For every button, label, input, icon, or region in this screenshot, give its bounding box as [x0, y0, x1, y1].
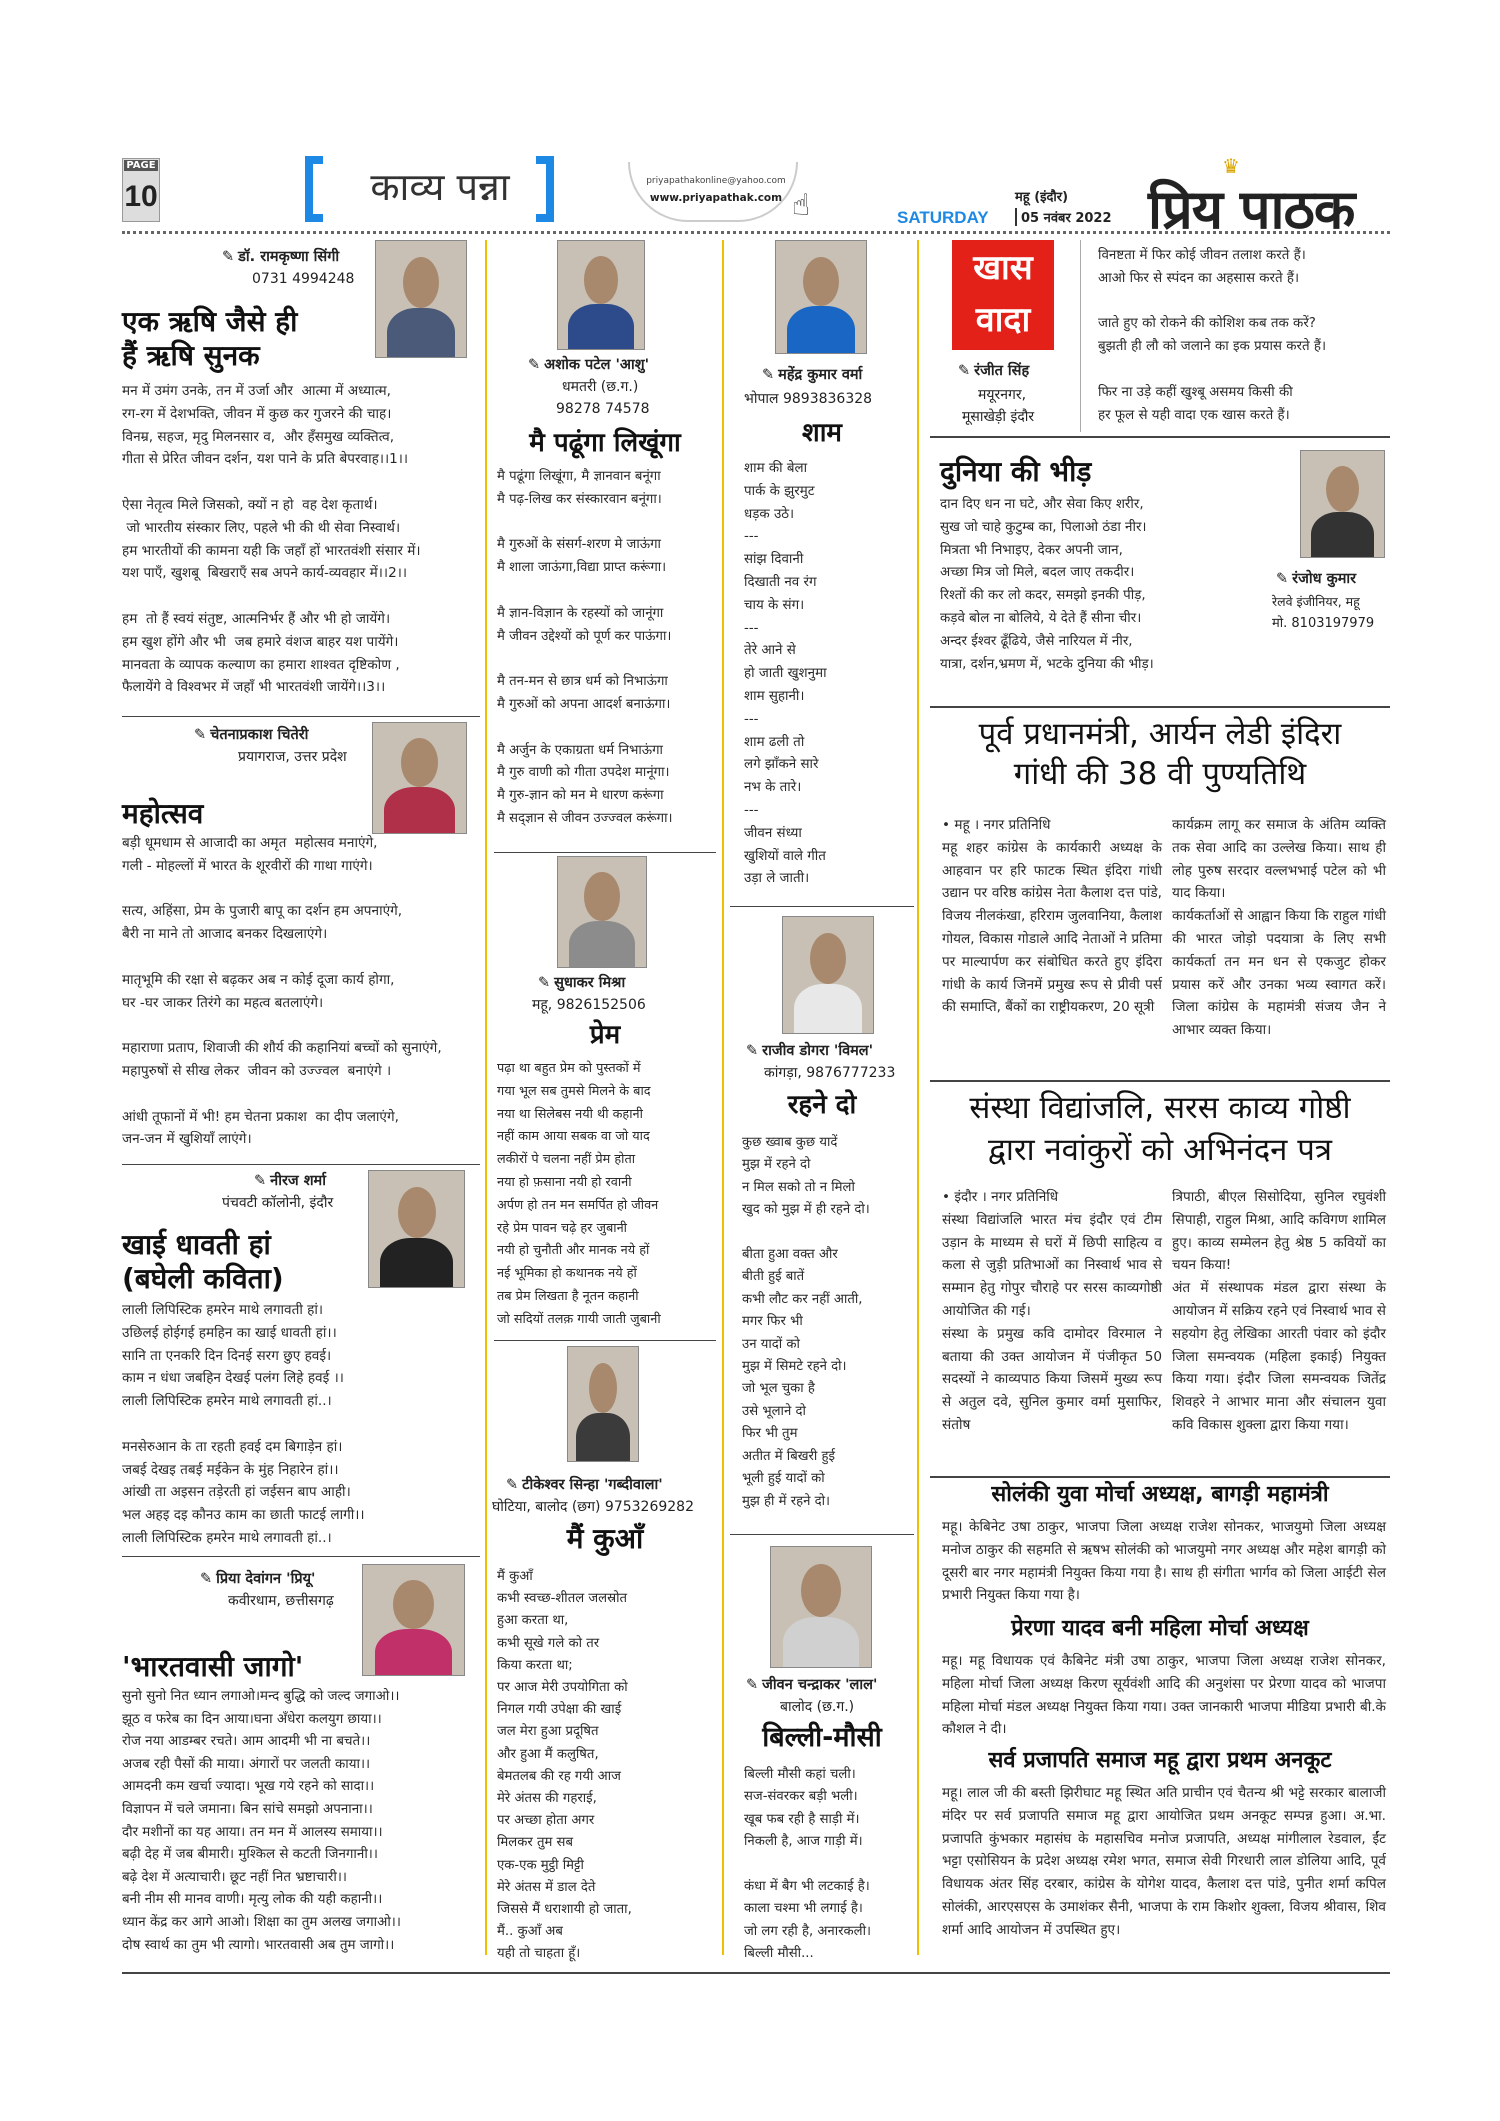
poem-body: सुनो सुनो नित ध्यान लगाओ।मन्द बुद्धि को जल्द जगाओ।। झूठ व फरेब का दिन आया।घना अँधेरा कलयुग छाया।। रोज नया आडम्बर रचते। आम आदमी भी ना बचते।। अजब रही पैसों की माया। अंगारों पर जलती काया।। आमदनी कम खर्चा ज्यादा। भूख गये रहने को सादा।। विज्ञापन में चले जमाना। बिन सांचे समझो अपनाना।। दौर मशीनों का यह आया। तन मन में आलस्य समाया।। बढ़ी देह में जब बीमारी। मुश्किल से कटती जिनगानी।। बढ़े देश में अत्याचारी। छूट नहीं नित भ्रष्टाचारी।। बनी नीम सी मानव वाणी। मृत्यु लोक की यही कहानी।। ध्यान केंद्र कर आगे आओ। शिक्षा का तुम अलख जगाओ।। दोष स्वार्थ का तुम भी त्यागो। भारतवासी अब तुम जागो।।: [122, 1689, 401, 1953]
issue-place: महू (इंदौर): [1015, 190, 1069, 205]
poem-body: पढ़ा था बहुत प्रेम को पुस्तकों में गया भूल सब तुमसे मिलने के बाद नया था सिलेबस नयी थी कहानी नहीं काम आया सबक वा जो याद लकीरों पे चलना नहीं प्रेम होता नया हो फ़साना नयी हो रवानी अर्पण हो तन मन समर्पित हो जीवन रहे प्रेम पावन चढ़े हर जुबानी नयी हो चुनौती और मानक नये हों नई भूमिका हो कथानक नये हों तब प्रेम लिखता है नूतन कहानी जो सदियों तलक़ गायी जाती जुबानी: [497, 1061, 661, 1327]
poem-body: मै पढूंगा लिखूंगा, मै ज्ञानवान बनूंगा मै पढ़-लिख कर संस्कारवान बनूंगा। मै गुरुओं के संसर्ग-शरण मे जाऊंगा मै शाला जाऊंगा,विद्या प्राप्त करूंगा। मै ज्ञान-विज्ञान के रहस्यों को जानूंगा मै जीवन उद्देश्यों को पूर्ण कर पाऊंगा। मै तन-मन से छात्र धर्म को निभाऊंगा मै गुरुओं को अपना आदर्श बनाऊंगा। मै अर्जुन के एकाग्रता धर्म निभाऊंगा मै गुरु वाणी को गीता उपदेश मानूंगा। मै गुरु-ज्ञान को मन मे धारण करूंगा मै सद्ज्ञान से जीवन उज्ज्वल करूंगा।: [497, 469, 673, 826]
poem-divider: [122, 1556, 480, 1557]
poet-phone: 98278 74578: [556, 401, 650, 417]
article-text: महू। केबिनेट उषा ठाकुर, भाजपा जिला अध्यक्ष राजेश सोनकर, भाजयुमो जिला अध्यक्ष मनोज ठाकुर की सहमति से ऋषभ सोलंकी को भाजयुमो नगर अध्यक्ष और महेश बागड़ी को दूसरी बार नगर महामंत्री नियुक्त किया गया है। साथ ही संगीता भार्गव को जिला आईटी सेल प्रभारी नियुक्त किया गया है।: [942, 1519, 1386, 1604]
article-headline: सोलंकी युवा मोर्चा अध्यक्ष, बागड़ी महामंत्री: [991, 1482, 1329, 1507]
poet-name: ✎ प्रिया देवांगन 'प्रियू': [200, 1571, 316, 1587]
poet-place: पंचवटी कॉलोनी, इंदौर: [222, 1195, 334, 1211]
article-headline: संस्था विद्यांजलि, सरस काव्य गोष्ठी: [969, 1090, 1351, 1126]
pointer-hand-icon: ☝: [792, 188, 811, 223]
column-separator: [917, 240, 919, 1955]
poem-body: बिल्ली मौसी कहां चली। सज-संवरकर बड़ी भली। खूब फब रही है साड़ी में। निकली है, आज गाड़ी में। कंधा में बैग भी लटकाई है। काला चश्मा भी लगाई है। जो लग रही है, अनारकली। बिल्ली मौसी...: [744, 1767, 872, 1962]
page-number: 10: [124, 180, 158, 213]
pen-icon: ✎: [222, 249, 235, 265]
poem-divider: [122, 716, 480, 717]
column-separator: [1080, 240, 1081, 432]
poet-photo: [775, 240, 867, 354]
poem-body: कुछ ख्वाब कुछ यादें मुझ में रहने दो न मिल सको तो न मिलो खुद को मुझ में ही रहने दो। बीता हुआ वक्त और बीती हुई बातें कभी लौट कर नहीं आती, मगर फिर भी उन यादों को मुझ में सिमटे रहने दो। जो भूल चुका है उसे भूलाने दो फिर भी तुम अतीत में बिखरी हुई भूली हुई यादों को मुझ ही में रहने दो।: [742, 1135, 870, 1509]
masthead-crown-icon: ♛: [1222, 154, 1240, 178]
pen-icon: ✎: [194, 727, 207, 743]
poem-title: मै पढूंगा लिखूंगा: [529, 428, 681, 458]
poet-place: कवीरधाम, छत्तीसगढ़: [228, 1593, 334, 1609]
poet-phone: भोपाल 9893836328: [744, 391, 873, 407]
article-headline: सर्व प्रजापति समाज महू द्वारा प्रथम अनकूट: [988, 1748, 1332, 1773]
pen-icon: ✎: [762, 367, 775, 383]
poet-place: प्रयागराज, उत्तर प्रदेश: [238, 749, 347, 765]
poem-title: दुनिया की भीड़: [940, 455, 1092, 488]
poet-photo: [368, 1170, 465, 1288]
poem-divider: [122, 1164, 480, 1165]
poet-name: ✎ अशोक पटेल 'आशु': [528, 357, 650, 373]
poet-place: रेलवे इंजीनियर, महू: [1272, 594, 1360, 609]
poet-phone: कांगड़ा, 9876777233: [764, 1065, 896, 1081]
article-divider: [930, 706, 1390, 708]
poet-name: ✎ रंजोध कुमार: [1276, 571, 1357, 587]
article-headline: प्रेरणा यादव बनी महिला मोर्चा अध्यक्ष: [1011, 1616, 1309, 1641]
poet-place: धमतरी (छ.ग.): [562, 379, 639, 395]
poem-title: रहने दो: [787, 1090, 857, 1120]
poem-divider: [730, 1534, 914, 1535]
poem-body: लाली लिपिस्टिक हमरेन माथे लगावती हां। उछिलई होईगई हमहिन का खाई धावती हां।। सानि ता एनकरि दिन दिनई सरग छुए हवई। काम न धंधा जबहिन देखई पलंग लिहे हवई ।। लाली लिपिस्टिक हमरेन माथे लगावती हां..। मनसेरुआन के ता रहती हवई दम बिगाड़ेन हां। जबई देखइ तबई मईकेन के मुंह निहारेन हां।। आंखी ता अइसन तड़ेरती हां जईसन बाप आही। भल अहइ दइ कौनउ काम का छाती फाटई लागी।। लाली लिपिस्टिक हमरेन माथे लगावती हां..।: [122, 1302, 365, 1546]
issue-day: SATURDAY: [897, 208, 989, 227]
vada-label: वादा: [975, 300, 1031, 340]
pen-icon: ✎: [254, 1173, 267, 1189]
page-label: PAGE: [124, 160, 158, 171]
poet-place: घोटिया, बालोद (छग) 9753269282: [492, 1499, 694, 1515]
masthead-logo: प्रिय पाठक: [1148, 178, 1355, 241]
poem-divider: [730, 906, 914, 907]
poem-divider: [494, 1340, 716, 1341]
poet-name: ✎ चेतनाप्रकाश चितेरी: [194, 727, 309, 743]
poem-body: शाम की बेला पार्क के झुरमुट धड़क उठे। --- सांझ दिवानी दिखाती नव रंग चाय के संग। --- तेरे आने से हो जाती खुशनुमा शाम सुहानी। --- शाम ढली तो लगे झाँकने सारे नभ के तारे। --- जीवन संध्या खुशियों वाले गीत उड़ा ले जाती।: [744, 461, 827, 887]
pen-icon: ✎: [528, 357, 541, 373]
footer-rule: [122, 1972, 1390, 1974]
contact-email[interactable]: priyapathakonline@yahoo.com: [646, 176, 786, 186]
poet-photo: [567, 1346, 639, 1462]
article-divider: [930, 1080, 1390, 1082]
poet-photo: [782, 916, 874, 1034]
poet-name: ✎ डॉ. रामकृष्णा सिंगी: [222, 249, 340, 265]
header-divider: [122, 231, 1390, 234]
article-headline: पूर्व प्रधानमंत्री, आर्यन लेडी इंदिरा: [978, 716, 1342, 752]
issue-date: 05 नवंबर 2022: [1015, 208, 1112, 226]
poem-body: दान दिए धन ना घटे, और सेवा किए शरीर, सुख जो चाहे कुटुम्ब का, पिलाओ ठंडा नीर। मित्रता भी निभाइए, देकर अपनी जान, अच्छा मित्र जो मिले, बदल जाए तकदीर। रिश्तों की कर लो कदर, समझो इनकी पीड़, कड़वे बोल ना बोलिये, ये देते हैं सीना चीर। अन्दर ईश्वर ढूँढिये, जैसे नारियल में नीर, यात्रा, दर्शन,भ्रमण में, भटके दुनिया की भीड़।: [940, 497, 1154, 672]
poet-phone: महू, 9826152506: [532, 997, 646, 1013]
pen-icon: ✎: [200, 1571, 213, 1587]
poem-body: मन में उमंग उनके, तन में उर्जा और आत्मा में अध्यात्म, रग-रग में देशभक्ति, जीवन में कुछ कर गुजरने की चाह। विनम्र, सहज, मृदु मिलनसार व, और हँसमुख व्यक्तित्व, गीता से प्रेरित जीवन दर्शन, यश पाने के प्रति बेपरवाह।।1।। ऐसा नेतृत्व मिले जिसको, क्यों न हो वह देश कृतार्थ। जो भारतीय संस्कार लिए, पहले भी की थी सेवा निस्वार्थ। हम भारतीयों की कामना यही कि जहाँ हों भारतवंशी संसार में। यश पाएँ, खुशबू बिखराएँ सब अपने कार्य-व्यवहार में।।2।। हम तो हैं स्वयं संतुष्ट, आत्मनिर्भर हैं और भी हो जायेंगे। हम खुश होंगे और भी जब हमारे वंशज बाहर यश पायेंगे। मानवता के व्यापक कल्याण का हमारा शाश्वत दृष्टिकोण , फैलायेंगे वे विश्वभर में जहाँ भी भारतवंशी जायेंगे।।3।।: [122, 383, 421, 696]
poem-title: एक ऋषि जैसे ही: [122, 305, 298, 338]
article-text: कार्यक्रम लागू कर समाज के अंतिम व्यक्ति तक सेवा आदि का उल्लेख किया। साथ ही लोह पुरुष सरदार वल्लभभाई पटेल को भी याद किया। कार्यकर्ताओं से आह्वान किया कि राहुल गांधी की भारत जोड़ो पदयात्रा के लिए सभी कार्यकर्ता तन मन धन से एकजुट होकर प्रयास करें और उनका भव्य स्वागत करें। जिला कांग्रेस के महामंत्री संजय जैन ने आभार व्यक्त किया।: [1172, 817, 1386, 1039]
poem-body: विनष्टता में फिर कोई जीवन तलाश करते हैं। आओ फिर से स्पंदन का अहसास करते हैं। जाते हुए को रोकने की कोशिश कब तक करें? बुझती ही लौ को जलाने का इक प्रयास करते हैं। फिर ना उड़े कहीं खुश्बू असमय किसी की हर फूल से यही वादा एक खास करते हैं।: [1098, 248, 1327, 423]
section-bracket-right: [536, 156, 554, 222]
article-divider: [930, 1476, 1390, 1478]
pen-icon: ✎: [746, 1677, 759, 1693]
poem-title: (बघेली कविता): [122, 1262, 284, 1295]
poet-name: ✎ राजीव डोगरा 'विमल': [746, 1043, 874, 1059]
poet-photo: [770, 1546, 872, 1668]
poet-name: ✎ रंजीत सिंह: [958, 363, 1030, 379]
poet-name: ✎ नीरज शर्मा: [254, 1173, 326, 1189]
khas-label: खास: [973, 248, 1033, 288]
poet-name: ✎ सुधाकर मिश्रा: [538, 975, 626, 991]
section-bracket-left: [305, 156, 323, 222]
poet-place: बालोद (छ.ग.): [780, 1699, 855, 1715]
poet-phone: 0731 4994248: [252, 271, 355, 287]
poem-title: हैं ऋषि सुनक: [122, 339, 260, 372]
article-text: • महू । नगर प्रतिनिधि महू शहर कांग्रेस के कार्यकारी अध्यक्ष के आहवान पर हरि फाटक स्थित इंदिरा गांधी उद्यान पर वरिष्ठ कांग्रेस नेता कैलाश दत्त पांडे, विजय नीलकंखा, हरिराम जुलवानिया, कैलाश गोयल, विकास गोडाले आदि नेताओं ने प्रतिमा पर माल्यार्पण कर संबोधित करते हुए इंदिरा गांधी के कार्य जिनमें प्रमुख रूप से प्रीवी पर्स की समाप्ति, बैंकों का राष्ट्रीयकरण, 20 सूत्री: [942, 817, 1162, 1016]
poem-title: खाई धावती हां: [122, 1228, 271, 1261]
section-title: काव्य पन्ना: [370, 165, 510, 209]
pen-icon: ✎: [506, 1477, 519, 1493]
poem-title: प्रेम: [589, 1020, 621, 1050]
poet-photo: [1300, 450, 1385, 558]
article-divider: [930, 436, 1390, 438]
column-separator: [722, 240, 724, 1955]
article-text: • इंदौर । नगर प्रतिनिधि संस्था विद्यांजलि भारत मंच इंदौर एवं टीम उड़ान के माध्यम से घरों में छिपी साहित्य व कला से जुड़ी प्रतिभाओं का निस्वार्थ भाव से सम्मान हेतु गोपुर चौराहे पर सरस काव्यगोष्ठी आयोजित की गई। संस्था के प्रमुख कवि दामोदर विरमाल ने बताया की उक्त आयोजन में पंजीकृत 50 सदस्यों ने काव्यपाठ किया जिसमें मुख्य रूप से अतुल दवे, सुनिल कुमार वर्मा मुसाफिर, संतोष: [942, 1189, 1162, 1433]
pen-icon: ✎: [958, 363, 971, 379]
poet-photo: [557, 240, 645, 350]
poet-photo: [375, 240, 467, 358]
pen-icon: ✎: [1276, 571, 1289, 587]
column-separator: [485, 240, 487, 1955]
poem-title: मैं कुआँ: [566, 1522, 644, 1555]
poem-title: बिल्ली-मौसी: [762, 1722, 882, 1753]
poem-divider: [494, 852, 716, 853]
article-headline: गांधी की 38 वी पुण्यतिथि: [1013, 756, 1307, 792]
poet-place: मयूरनगर,: [978, 387, 1027, 403]
article-text: त्रिपाठी, बीएल सिसोदिया, सुनिल रघुवंशी सिपाही, राहुल मिश्रा, आदि कविगण शामिल हुए। काव्य सम्मेलन हेतु श्रेष्ठ 5 कवियों का चयन किया! अंत में संस्थापक मंडल द्वारा संस्था के आयोजन में सक्रिय रहने एवं निस्वार्थ भाव से सहयोग हेतु लेखिका आरती पंवार को इंदौर जिला समन्वयक (महिला इकाई) नियुक्त किया गया। इंदौर जिला समन्वयक जितेंद्र शिवहरे ने आभार माना और संचालन युवा कवि विकास शुक्ला द्वारा किया गया।: [1172, 1189, 1386, 1433]
poet-name: ✎ जीवन चन्द्राकर 'लाल': [746, 1677, 878, 1693]
poem-body: बड़ी धूमधाम से आजादी का अमृत महोत्सव मनाएंगे, गली - मोहल्लों में भारत के शूरवीरों की गाथा गाएंगे। सत्य, अहिंसा, प्रेम के पुजारी बापू का दर्शन हम अपनाएंगे, बैरी ना माने तो आजाद बनकर दिखलाएंगे। मातृभूमि की रक्षा से बढ़कर अब न कोई दूजा कार्य होगा, घर -घर जाकर तिरंगे का महत्व बतलाएंगे। महाराणा प्रताप, शिवाजी की शौर्य की कहानियां बच्चों को सुनाएंगे, महापुरुषों से सीख लेकर जीवन को उज्ज्वल बनाएंगे । आंधी तूफानों में भी! हम चेतना प्रकाश का दीप जलाएंगे, जन-जन में खुशियाँ लाएंगे।: [122, 835, 442, 1148]
poem-title: महोत्सव: [122, 797, 204, 830]
poet-photo: [372, 722, 467, 834]
poem-body: मैं कुआँ कभी स्वच्छ-शीतल जलस्रोत हुआ करता था, कभी सूखे गले को तर किया करता था; पर आज मेरी उपयोगिता को निगल गयी उपेक्षा की खाई जल मेरा हुआ प्रदूषित और हुआ मैं कलुषित, बेमतलब की रह गयी आज मेरे अंतस की गहराई, पर अच्छा होता अगर मिलकर तुम सब एक-एक मुट्ठी मिट्टी मेरे अंतस में डाल देते जिससे मैं धराशायी हो जाता, मैं.. कुआँ अब यही तो चाहता हूँ।: [497, 1569, 632, 1962]
poet-phone: मो. 8103197979: [1272, 616, 1375, 631]
pen-icon: ✎: [746, 1043, 759, 1059]
article-headline: द्वारा नवांकुरों को अभिनंदन पत्र: [988, 1132, 1332, 1168]
khas-vada-box: [952, 240, 1054, 350]
article-text: महू। महू विधायक एवं कैबिनेट मंत्री उषा ठाकुर, भाजपा जिला अध्यक्ष राजेश सोनकर, महिला मोर्चा जिला अध्यक्ष किरण सूर्यवंशी आदि की अनुशंसा पर प्रेरणा यादव को भाजपा महिला मोर्चा मंडल अध्यक्ष नियुक्त किया गया। उक्त जानकारी भाजपा मीडिया प्रभारी बी.के कौशल ने दी।: [942, 1653, 1386, 1738]
poet-photo: [557, 856, 647, 968]
poet-name: ✎ टीकेश्वर सिन्हा 'गब्दीवाला': [506, 1477, 663, 1493]
article-text: महू। लाल जी की बस्ती झिरीघाट महू स्थित अति प्राचीन एवं चैतन्य श्री भट्टे सरकार बालाजी मंदिर पर सर्व प्रजापति समाज महू द्वारा आयोजित प्रथम अनकूट सम्पन्न हुआ। अ.भा. प्रजापति कुंभकार महासंघ के महासचिव मनोज प्रजापति, अध्यक्ष मांगीलाल रेडवाल, ईंट भट्टा एसोसियन के प्रदेश अध्यक्ष रमेश भगत, समाज सेवी गिरधारी लाल डोलिया आदि, पूर्व विधायक अंतर सिंह दरबार, कांग्रेस के योगेश यादव, कैलाश दत्त पांडे, पुनीत शर्मा कपिल सोलंकी, आरएसएस के उमाशंकर सैनी, भाजपा के राम किशोर शुक्ला, विजय श्रीवास, शिव शर्मा आदि आयोजन में उपस्थित हुए।: [942, 1785, 1386, 1938]
poem-title: 'भारतवासी जागो': [122, 1650, 304, 1683]
poet-place: मूसाखेड़ी इंदौर: [962, 409, 1035, 425]
poet-photo: [362, 1564, 465, 1676]
pen-icon: ✎: [538, 975, 551, 991]
poet-name: ✎ महेंद्र कुमार वर्मा: [762, 367, 863, 383]
poem-title: शाम: [802, 418, 842, 448]
contact-website[interactable]: www.priyapathak.com: [649, 192, 783, 204]
